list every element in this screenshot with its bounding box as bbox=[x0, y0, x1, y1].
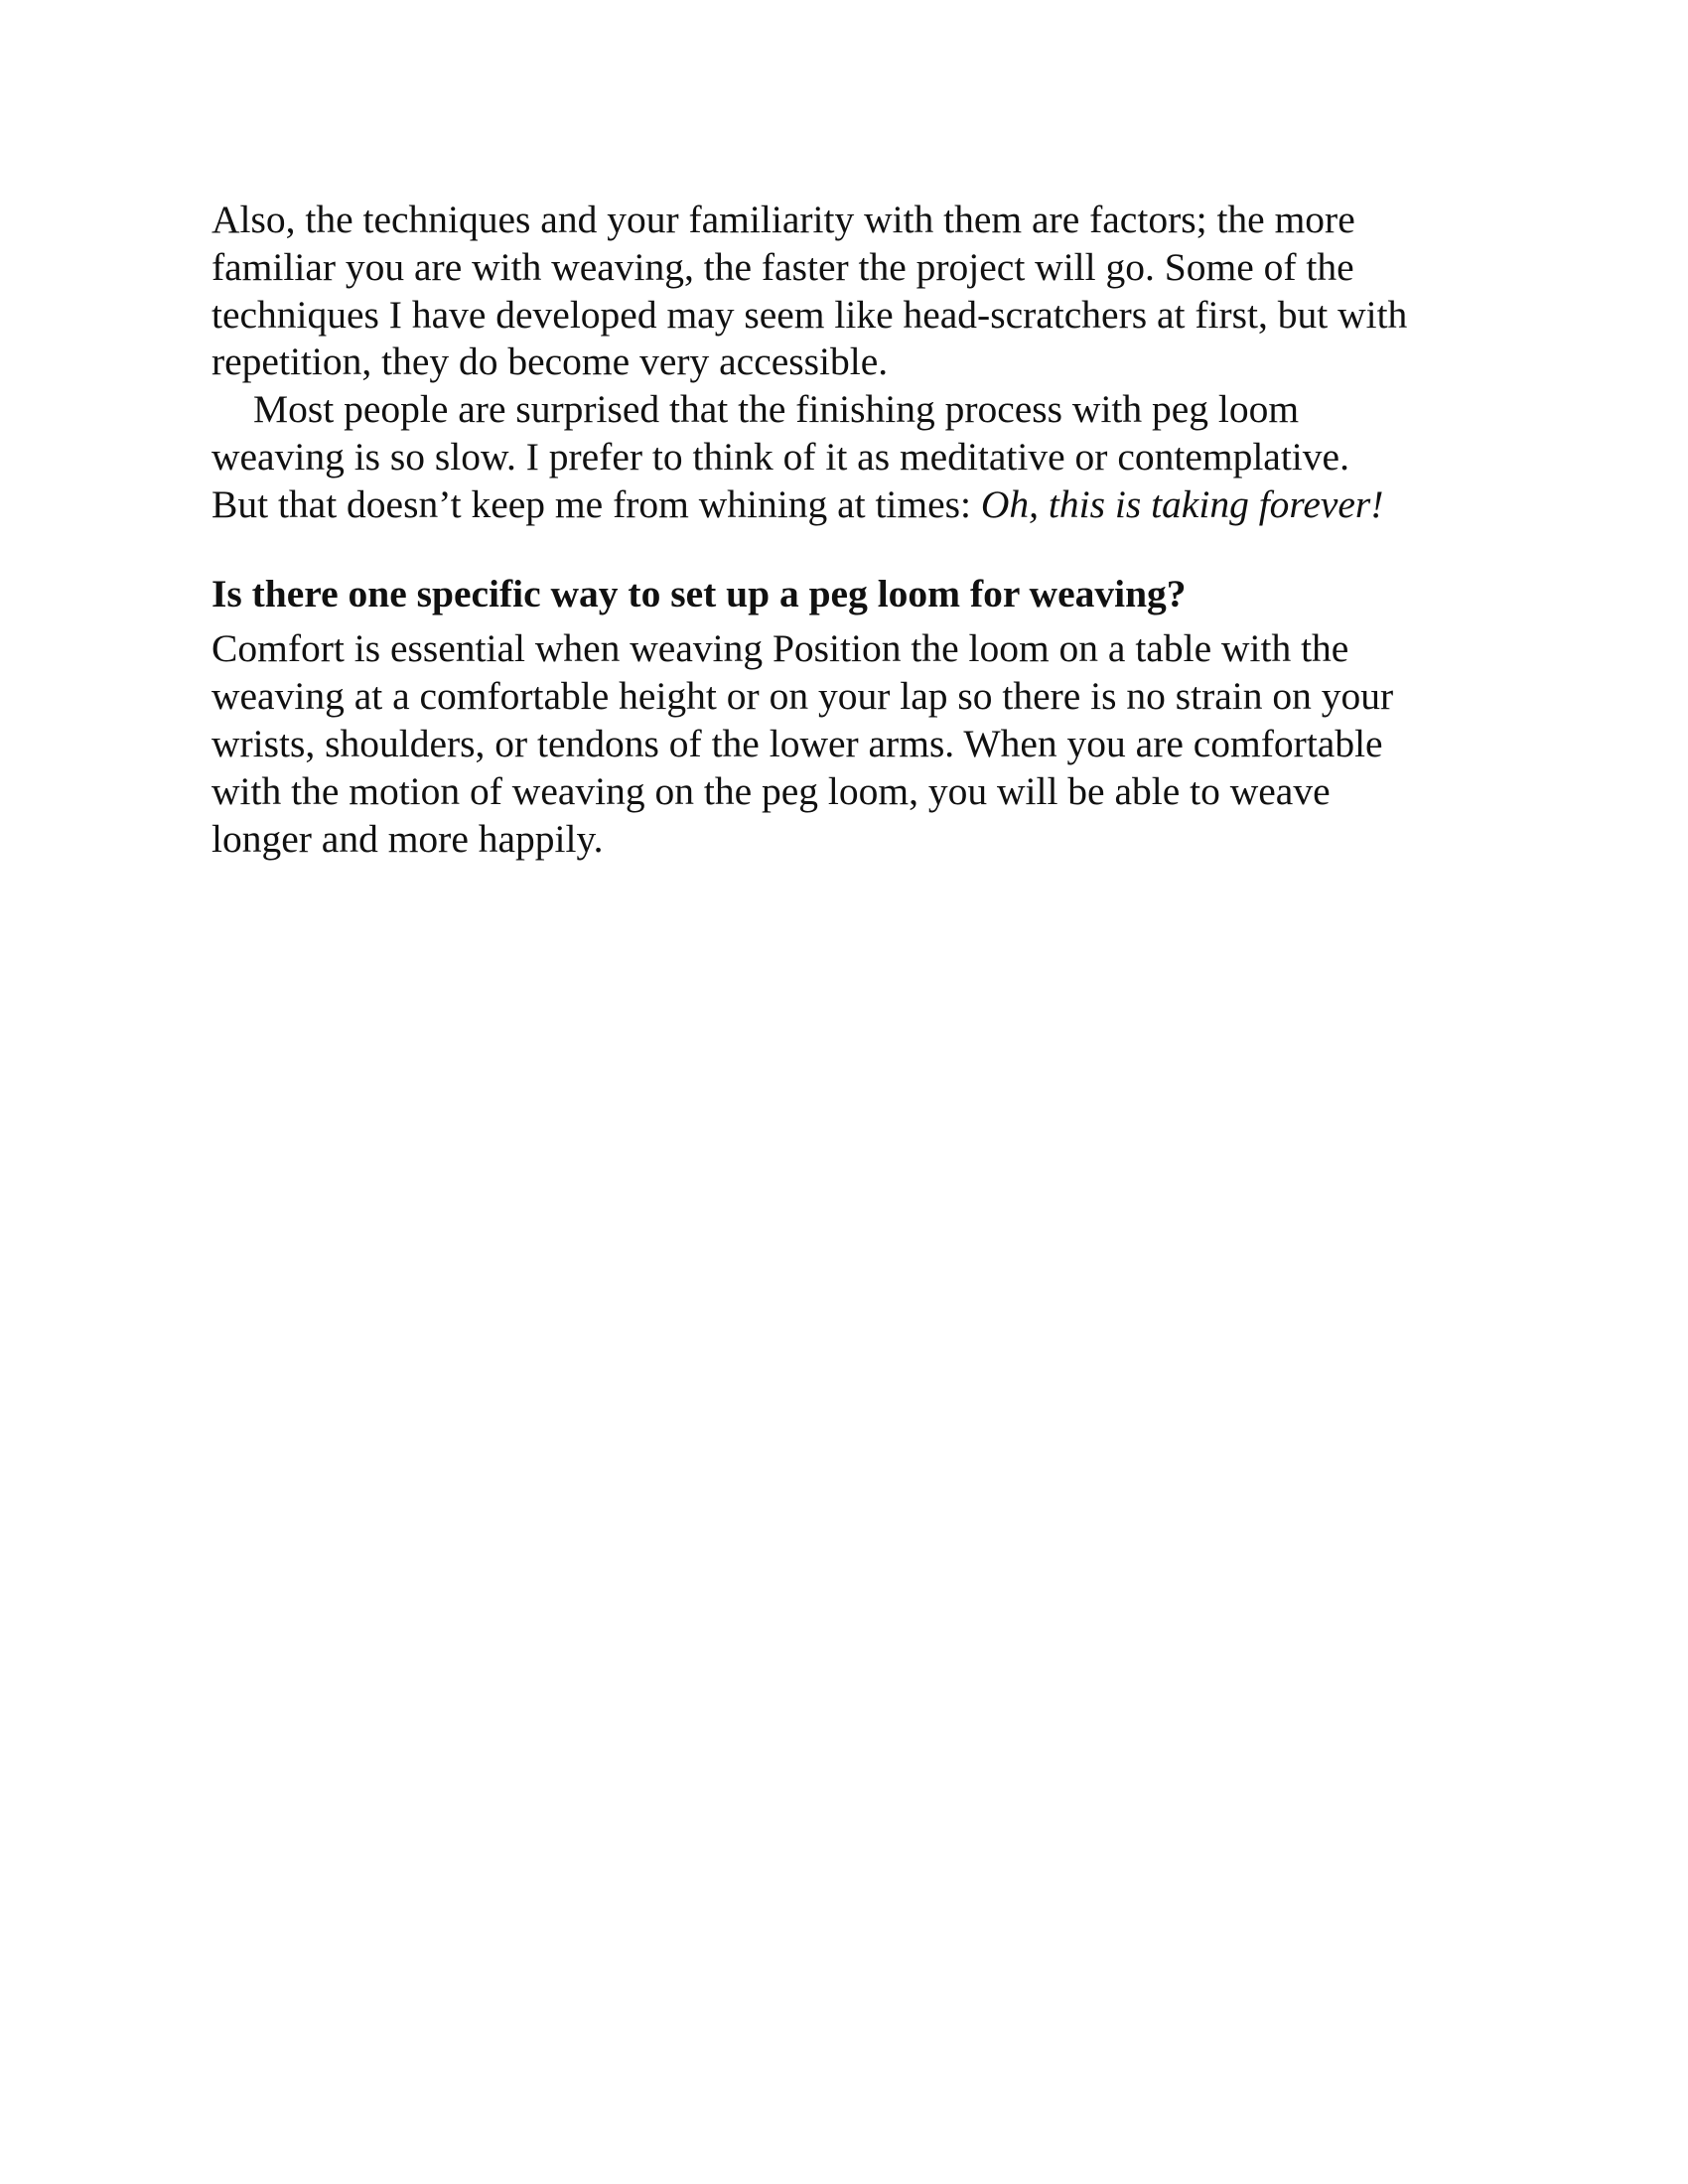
text-line: familiar you are with weaving, the faster the project will go. Some of the bbox=[211, 244, 1354, 289]
text-line: Most people are surprised that the finishing process with peg loom bbox=[253, 387, 1300, 432]
italic-quote: Oh, this is taking forever! bbox=[980, 481, 1384, 526]
text-line: with the motion of weaving on the peg loom, you will be able to weave bbox=[211, 768, 1331, 813]
text-line-mixed bbox=[211, 481, 1502, 529]
paragraph-finishing bbox=[211, 386, 1502, 528]
text-line: Also, the techniques and your familiarity with them are factors; the more bbox=[211, 198, 1355, 241]
text-line: weaving is so slow. I prefer to think of it as meditative or contemplative. bbox=[211, 434, 1349, 478]
text-line: wrists, shoulders, or tendons of the lower arms. When you are comfortable bbox=[211, 721, 1383, 765]
text-run: But that doesn’t keep me from whining at times: bbox=[211, 481, 981, 526]
text-line: Comfort is essential when weaving Position the loom on a table with the bbox=[211, 626, 1349, 671]
paragraph-comfort bbox=[211, 625, 1502, 863]
text-line: weaving at a comfortable height or on your lap so there is no strain on your bbox=[211, 674, 1394, 719]
section-heading: Is there one specific way to set up a peg loom for weaving? bbox=[211, 571, 1187, 615]
body-text bbox=[211, 197, 1502, 863]
text-line: longer and more happily. bbox=[211, 816, 604, 861]
paragraph-techniques bbox=[211, 197, 1502, 386]
text-line: techniques I have developed may seem like head-scratchers at first, but with bbox=[211, 292, 1408, 337]
text-line: repetition, they do become very accessible. bbox=[211, 340, 889, 384]
